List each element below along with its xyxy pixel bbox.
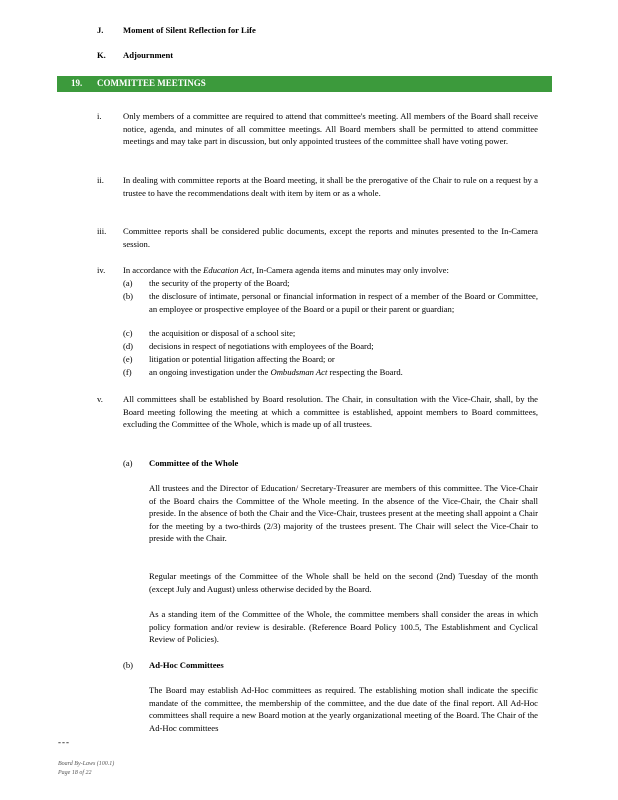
section-title: COMMITTEE MEETINGS [97, 78, 206, 88]
section-number: 19. [71, 78, 83, 88]
item-iv-f-label: (f) [123, 367, 132, 377]
section-header-bar [57, 76, 552, 92]
item-iv-number: iv. [97, 265, 106, 275]
sub-a-paragraph-1: All trustees and the Director of Education/ Secretary-Treasurer are members of this committee. The Vice-Chair of the Board chairs the Committee of the Whole meeting. In the absence of the Vice-Chair, the Chair shall preside. In the absence of both the Chair and the Vice-Chair, trustees present at the meeting shall appoint a Chair for the meeting by a two-thirds (2/3) majority of the trustees present. The Chair will select the Vice-Chair to preside with the Chair. [149, 483, 538, 544]
item-iv-e-label: (e) [123, 354, 133, 364]
footer-document-title: Board By-Laws (100.1) [58, 761, 115, 767]
item-v-number: v. [97, 394, 103, 404]
item-iv-intro: In accordance with the Education Act, In-Camera agenda items and minutes may only involve: [123, 265, 449, 275]
item-iii-number: iii. [97, 226, 107, 236]
item-iii-text: Committee reports shall be considered public documents, except the reports and minutes presented to the In-Camera session. [123, 226, 538, 249]
item-i-number: i. [97, 111, 102, 121]
item-ii-text: In dealing with committee reports at the Board meeting, it shall be the prerogative of the Chair to rule on a request by a trustee to have the recommendations dealt with item by item or as a whole. [123, 175, 538, 198]
item-i-text: Only members of a committee are required to attend that committee's meeting. All members of the Board shall receive notice, agenda, and minutes of all committee meetings. All Board members shall be permitted to attend committee meetings and may take part in discussion, but only appointed trustees of the committee shall have voting power. [123, 111, 538, 147]
item-k-letter: K. [97, 50, 106, 60]
sub-b-paragraph-1: The Board may establish Ad-Hoc committees as required. The establishing motion shall indicate the specific mandate of the committee, the membership of the committee, and the due date of the final report. All Ad-Hoc committees shall require a new Board motion at the yearly organizational meeting of the Board. The Chair of the Ad-Hoc committees [149, 685, 538, 733]
item-iv-e: litigation or potential litigation affecting the Board; or [149, 354, 335, 364]
sub-a-paragraph-3: As a standing item of the Committee of the Whole, the committee members shall consider the areas in which policy formation and/or review is desirable. (Reference Board Policy 100.5, The Establishment and Cyclical Review of Policies). [149, 609, 538, 645]
sub-a-paragraph-2: Regular meetings of the Committee of the Whole shall be held on the second (2nd) Tuesday of the month (except July and August) unless otherwise decided by the Board. [149, 571, 538, 594]
item-iv-c: the acquisition or disposal of a school site; [149, 328, 296, 338]
item-iv-d: decisions in respect of negotiations with employees of the Board; [149, 341, 374, 351]
sub-b-title: Ad-Hoc Committees [149, 660, 224, 670]
sub-a-title: Committee of the Whole [149, 458, 239, 468]
item-iv-c-label: (c) [123, 328, 133, 338]
item-j-letter: J. [97, 25, 104, 35]
item-k-text: Adjournment [123, 50, 174, 60]
sub-b-label: (b) [123, 660, 134, 670]
item-iv-b: the disclosure of intimate, personal or financial information in respect of a member of the Board or Committee, an employee or prospective employee of the Board or a pupil or their parent or guardian; [149, 291, 538, 314]
item-iv-d-label: (d) [123, 341, 134, 351]
footer-separator: --- [58, 737, 70, 747]
item-ii-number: ii. [97, 175, 104, 185]
item-iv-f: an ongoing investigation under the Ombudsman Act respecting the Board. [149, 367, 403, 377]
item-j-text: Moment of Silent Reflection for Life [123, 25, 256, 35]
item-iv-a: the security of the property of the Board; [149, 278, 290, 288]
item-v-text: All committees shall be established by Board resolution. The Chair, in consultation with the Vice-Chair, shall, by the Board meeting following the meeting at which a committee is established, appoint members to Board committees, excluding the Committee of the Whole, which is made up of all trustees. [123, 394, 538, 430]
item-iv-b-label: (b) [123, 291, 134, 301]
sub-a-label: (a) [123, 458, 133, 468]
footer-page-number: Page 18 of 22 [58, 770, 92, 776]
item-iv-a-label: (a) [123, 278, 133, 288]
